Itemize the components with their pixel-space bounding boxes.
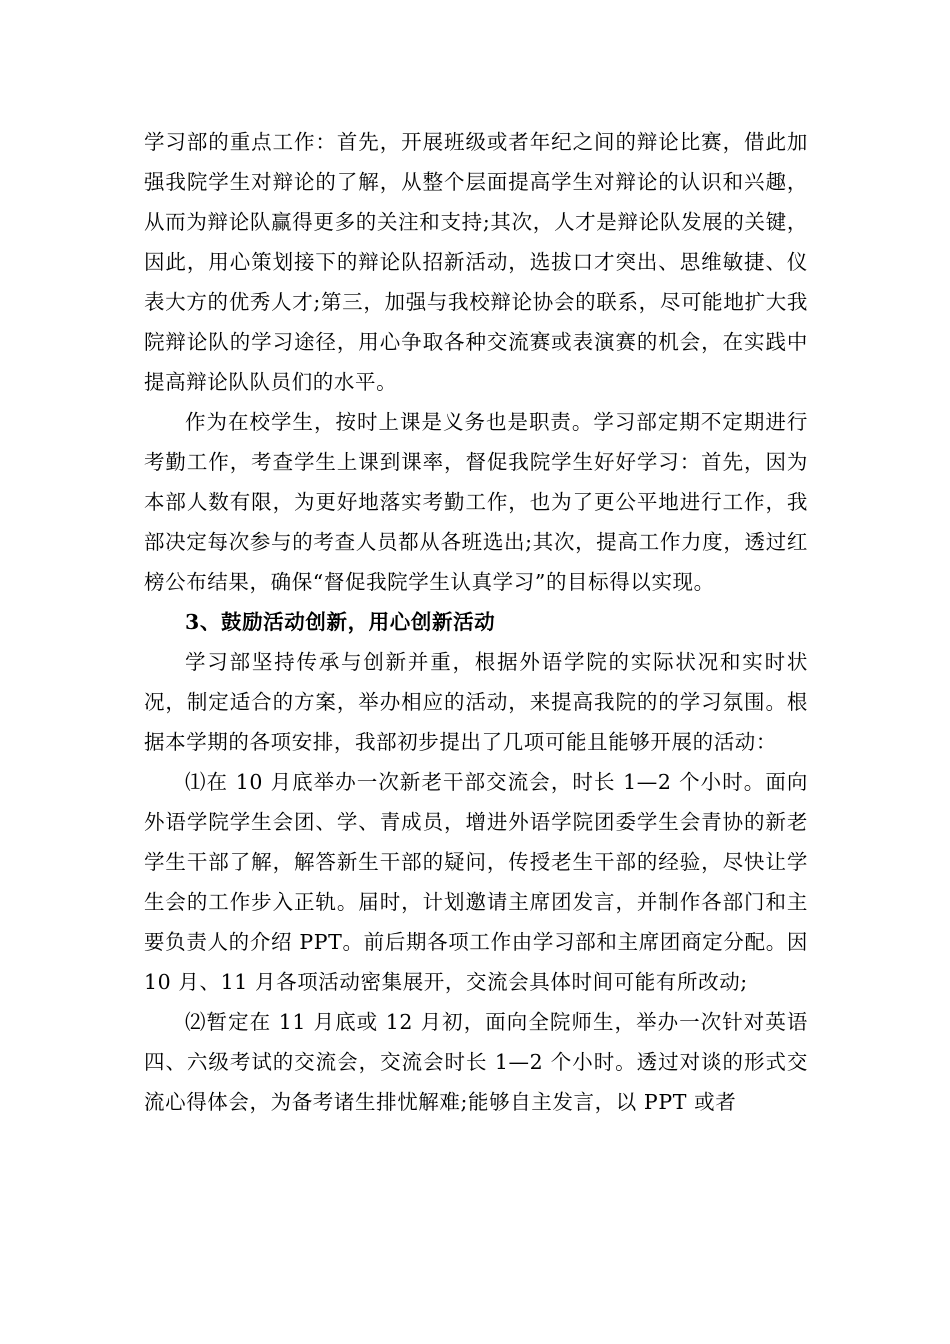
- section-heading-innovation: 3、鼓励活动创新，用心创新活动: [185, 610, 496, 634]
- paragraph-item-1: ⑴在 10 月底举办一次新老干部交流会，时长 1—2 个小时。面向外语学院学生会团、学、青成员，增进外语学院团委学生会青协的新老学生干部了解，解答新生干部的疑问，传授老生干部的经验，尽快让学生会的工作步入正轨。届时，计划邀请主席团发言，并制作各部门和主要负责人的介绍 PPT。前后期各项工作由学习部和主席团商定分配。因 10 月、11 月各项活动密集展开，交流会具体时间可能有所改动;: [144, 770, 808, 994]
- paragraph-attendance: 作为在校学生，按时上课是义务也是职责。学习部定期不定期进行考勤工作，考查学生上课到课率，督促我院学生好好学习：首先，因为本部人数有限，为更好地落实考勤工作，也为了更公平地进行工作，我部决定每次参与的考查人员都从各班选出;其次，提高工作力度，透过红榜公布结果，确保“督促我院学生认真学习”的目标得以实现。: [144, 410, 808, 594]
- document-body: [144, 122, 808, 1122]
- paragraph-innovation-intro: 学习部坚持传承与创新并重，根据外语学院的实际状况和实时状况，制定适合的方案，举办相应的活动，来提高我院的的学习氛围。根据本学期的各项安排，我部初步提出了几项可能且能够开展的活动：: [144, 650, 808, 754]
- paragraph-item-2: ⑵暂定在 11 月底或 12 月初，面向全院师生，举办一次针对英语四、六级考试的交流会，交流会时长 1—2 个小时。透过对谈的形式交流心得体会，为备考诸生排忧解难;能够自主发言，以 PPT 或者: [144, 1010, 808, 1114]
- paragraph-debate-work: 学习部的重点工作：首先，开展班级或者年纪之间的辩论比赛，借此加强我院学生对辩论的了解，从整个层面提高学生对辩论的认识和兴趣，从而为辩论队赢得更多的关注和支持;其次，人才是辩论队发展的关键，因此，用心策划接下的辩论队招新活动，选拔口才突出、思维敏捷、仪表大方的优秀人才;第三，加强与我校辩论协会的联系，尽可能地扩大我院辩论队的学习途径，用心争取各种交流赛或表演赛的机会，在实践中提高辩论队队员们的水平。: [144, 130, 808, 394]
